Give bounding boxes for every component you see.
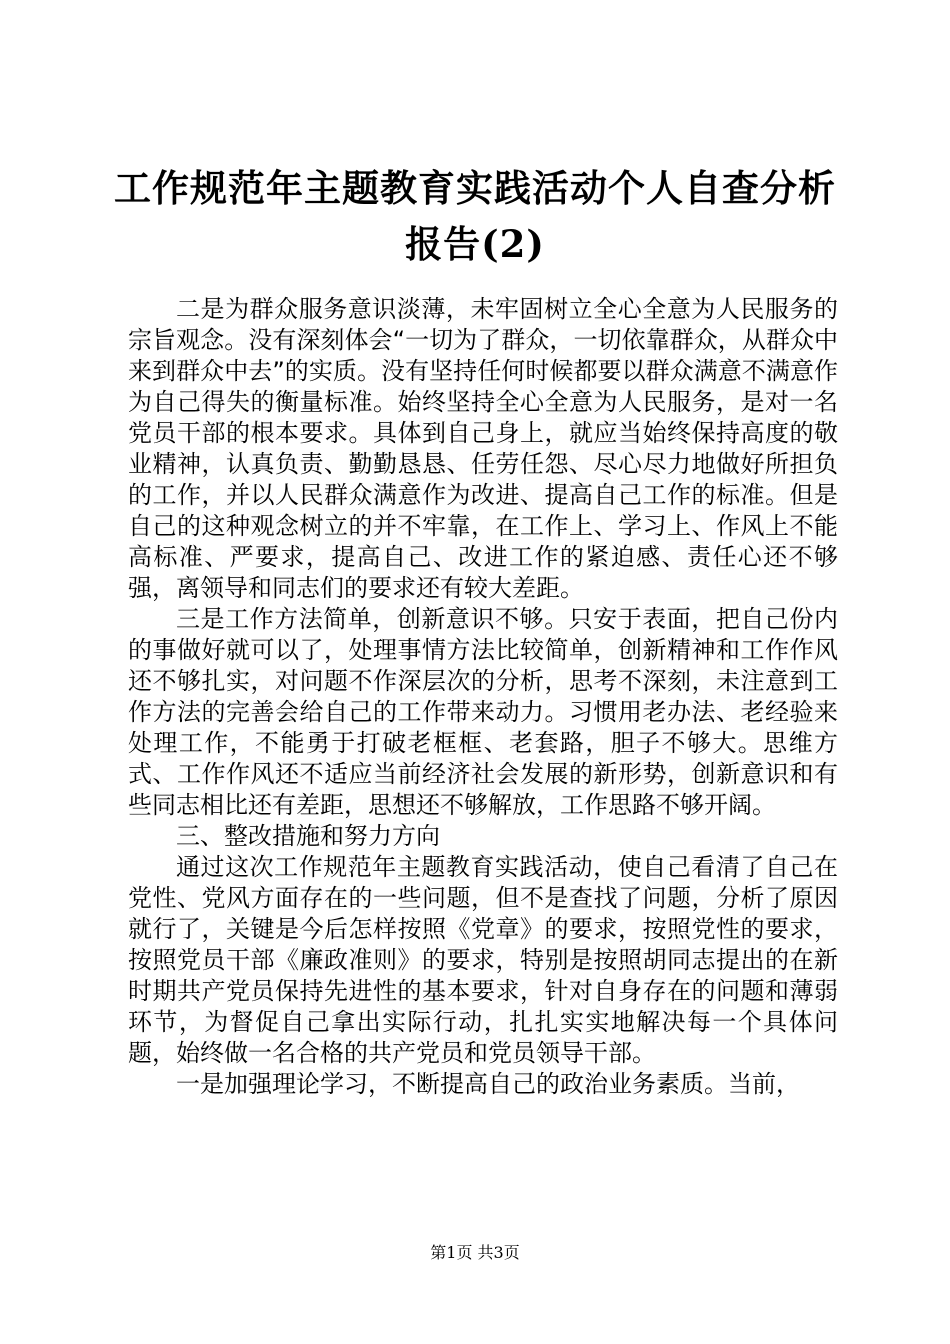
paragraph: 通过这次工作规范年主题教育实践活动，使自己看清了自己在党性、党风方面存在的一些问题，但不是查找了问题，分析了原因就行了，关键是今后怎样按照《党章》的要求，按照党性的要求，按照党员干部《廉政准则》的要求，特别是按照胡同志提出的在新时期共产党员保持先进性的基本要求，针对自身存在的问题和薄弱环节，为督促自己拿出实际行动，扎扎实实地解决每一个具体问题，始终做一名合格的共产党员和党员领导干部。: [128, 853, 838, 1067]
page-footer: 第1页 共3页: [430, 1243, 520, 1262]
document-title: 工作规范年主题教育实践活动个人自查分析报告(2): [114, 166, 836, 266]
paragraph: 一是加强理论学习，不断提高自己的政治业务素质。当前，: [176, 1070, 800, 1098]
paragraph: 三是工作方法简单，创新意识不够。只安于表面，把自己份内的事做好就可以了，处理事情方法比较简单，创新精神和工作作风还不够扎实，对问题不作深层次的分析，思考不深刻，未注意到工作方法的完善会给自己的工作带来动力。习惯用老办法、老经验来处理工作，不能勇于打破老框框、老套路，胆子不够大。思维方式、工作作风还不适应当前经济社会发展的新形势，创新意识和有些同志相比还有差距，思想还不够解放，工作思路不够开阔。: [128, 605, 838, 819]
paragraph: 二是为群众服务意识淡薄，未牢固树立全心全意为人民服务的宗旨观念。没有深刻体会“一切为了群众，一切依靠群众，从群众中来到群众中去”的实质。没有坚持任何时候都要以群众满意不满意作为自己得失的衡量标准。始终坚持全心全意为人民服务，是对一名党员干部的根本要求。具体到自己身上，就应当始终保持高度的敬业精神，认真负责、勤勤恳恳、任劳任怨、尽心尽力地做好所担负的工作，并以人民群众满意作为改进、提高自己工作的标准。但是自己的这种观念树立的并不牢靠，在工作上、学习上、作风上不能高标准、严要求，提高自己、改进工作的紧迫感、责任心还不够强，离领导和同志们的要求还有较大差距。: [128, 295, 838, 602]
section-heading: 三、整改措施和努力方向: [176, 822, 440, 850]
document-body: [128, 294, 838, 1100]
